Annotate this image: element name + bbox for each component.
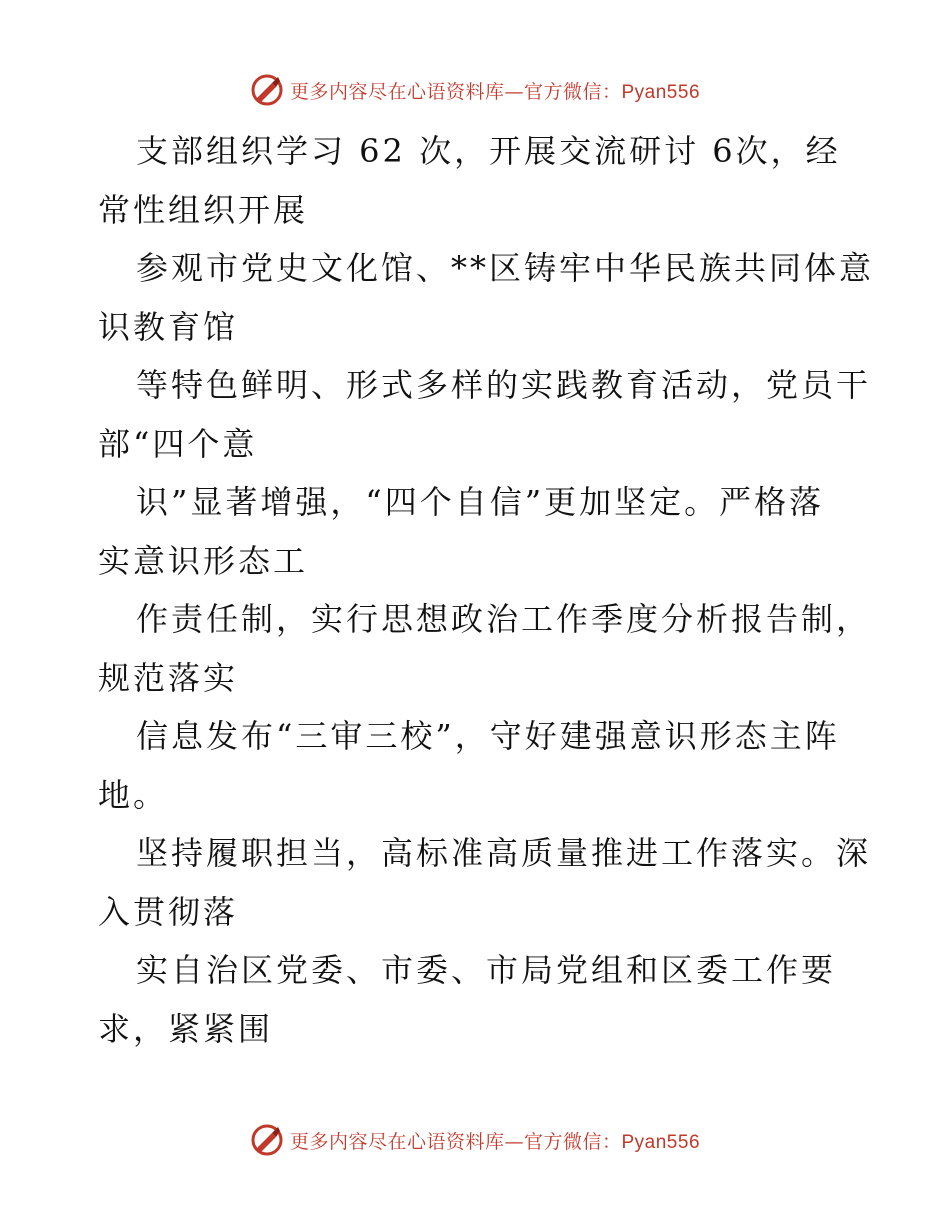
text-line: 常性组织开展 (98, 190, 309, 229)
footer-watermark (0, 1120, 950, 1160)
text-line: 参观市党史文化馆、**区铸牢中华民族共同体意 (136, 249, 875, 287)
text-line: 求，紧紧围 (98, 1009, 274, 1048)
header-watermark (0, 70, 950, 110)
text-line: 等特色鲜明、形式多样的实践教育活动，党员干 (136, 366, 872, 404)
quill-pen-logo-icon (250, 1123, 284, 1157)
text-line: 规范落实 (98, 658, 239, 697)
text-line: 识”显著增强，“四个自信”更加坚定。严格落 (136, 483, 825, 521)
text-line: 地。 (98, 775, 169, 814)
text-line: 入贯彻落 (98, 892, 239, 931)
text-line: 部“四个意 (98, 424, 258, 463)
watermark-text: 更多内容尽在心语资料库—官方微信：Pyan556 (289, 80, 701, 103)
text-line: 坚持履职担当，高标准高质量推进工作落实。深 (136, 834, 872, 872)
watermark-wechat-id: Pyan556 (621, 1131, 701, 1153)
text-line: 支部组织学习 62 次，开展交流研讨 6次，经 (136, 132, 841, 170)
text-line: 识教育馆 (98, 307, 239, 346)
document-body (98, 122, 875, 1058)
watermark-text: 更多内容尽在心语资料库—官方微信：Pyan556 (289, 1130, 701, 1153)
text-line: 信息发布“三审三校”，守好建强意识形态主阵 (136, 717, 840, 755)
text-line: 作责任制，实行思想政治工作季度分析报告制， (136, 600, 872, 638)
quill-pen-logo-icon (250, 73, 284, 107)
text-line: 实意识形态工 (98, 541, 309, 580)
watermark-wechat-id: Pyan556 (621, 81, 701, 103)
text-line: 实自治区党委、市委、市局党组和区委工作要 (136, 951, 837, 989)
